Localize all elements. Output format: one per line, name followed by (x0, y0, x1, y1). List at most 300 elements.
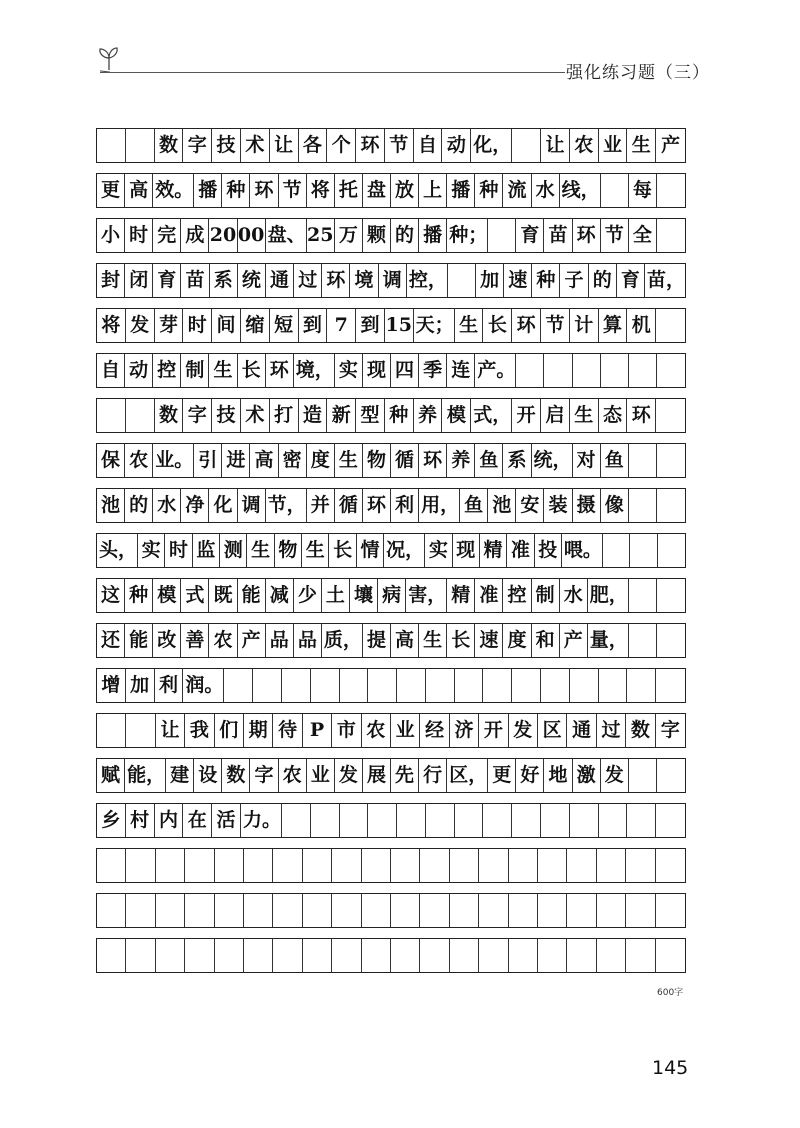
grid-row (96, 488, 686, 523)
page-number: 145 (652, 1057, 689, 1079)
grid-cell: 计 (570, 309, 599, 342)
grid-cell: 设 (194, 759, 222, 792)
grid-cell: 制 (532, 579, 560, 612)
grid-cell: 发 (509, 714, 538, 747)
grid-cell: 控， (407, 264, 448, 297)
grid-cell (657, 579, 685, 612)
grid-cell (573, 354, 601, 387)
grid-cell: 生 (335, 444, 363, 477)
grid-cell (156, 894, 185, 927)
grid-cell (391, 849, 420, 882)
grid-cell (657, 489, 685, 522)
grid-cell: 农 (279, 759, 307, 792)
grid-cell: 播 (447, 174, 475, 207)
grid-row (96, 218, 686, 253)
grid-cell: 农 (570, 129, 599, 162)
grid-cell (509, 849, 538, 882)
grid-cell (126, 129, 155, 162)
grid-cell: 上 (419, 174, 447, 207)
grid-cell: 生 (247, 534, 274, 567)
grid-cell: 境， (294, 354, 335, 387)
grid-cell: 术 (241, 399, 270, 432)
grid-cell: 种； (447, 219, 488, 252)
composition-grid (96, 128, 686, 983)
grid-cell: 安 (516, 489, 544, 522)
grid-cell: 们 (215, 714, 244, 747)
grid-cell: 通 (266, 264, 294, 297)
grid-cell: 循 (335, 489, 363, 522)
grid-cell: 控 (153, 354, 181, 387)
grid-cell (656, 309, 685, 342)
grid-cell (658, 534, 685, 567)
grid-cell: 动 (442, 129, 471, 162)
grid-cell: 育 (153, 264, 181, 297)
grid-cell (567, 849, 596, 882)
grid-cell (97, 894, 126, 927)
grid-cell (156, 939, 185, 972)
grid-row (96, 308, 686, 343)
grid-cell: 发 (601, 759, 629, 792)
grid-cell: 节 (541, 309, 570, 342)
grid-cell (126, 399, 155, 432)
grid-cell (97, 129, 126, 162)
grid-cell: 速 (475, 624, 503, 657)
grid-cell: 品 (294, 624, 322, 657)
header-rule (100, 72, 555, 73)
grid-cell: 盘 (363, 174, 391, 207)
grid-cell (185, 849, 214, 882)
grid-cell: 术 (241, 129, 270, 162)
grid-cell: 还 (97, 624, 125, 657)
grid-cell: 型 (356, 399, 385, 432)
grid-cell: 四 (391, 354, 419, 387)
grid-cell: 闭 (125, 264, 153, 297)
grid-row (96, 713, 686, 748)
grid-cell (629, 759, 657, 792)
grid-cell: 连 (447, 354, 475, 387)
grid-cell: 内 (155, 804, 184, 837)
grid-cell: 农 (362, 714, 391, 747)
grid-cell: 地 (544, 759, 572, 792)
grid-cell: 环 (573, 219, 601, 252)
grid-cell: 万 (335, 219, 363, 252)
grid-cell (126, 849, 155, 882)
grid-cell (657, 624, 685, 657)
grid-cell (567, 894, 596, 927)
grid-cell: 润。 (183, 669, 224, 702)
grid-cell (303, 939, 332, 972)
grid-cell: 生 (570, 399, 599, 432)
grid-cell: 系 (210, 264, 238, 297)
grid-cell: 生 (419, 624, 447, 657)
grid-cell: 环 (322, 264, 350, 297)
grid-cell: 肥， (588, 579, 629, 612)
page-header-title: 强化练习题（三） (566, 63, 710, 83)
grid-cell (627, 669, 656, 702)
grid-cell: 少 (294, 579, 322, 612)
grid-cell (656, 894, 685, 927)
grid-cell: 启 (541, 399, 570, 432)
grid-cell (368, 804, 397, 837)
grid-cell (426, 804, 455, 837)
grid-cell: 时 (165, 534, 192, 567)
grid-cell: 过 (294, 264, 322, 297)
grid-cell: 能， (125, 759, 166, 792)
grid-cell: 精 (447, 579, 475, 612)
grid-cell: 新 (327, 399, 356, 432)
grid-cell: 种 (475, 174, 503, 207)
grid-cell: 数 (222, 759, 250, 792)
grid-cell (362, 939, 391, 972)
grid-cell: 长 (447, 624, 475, 657)
grid-cell (509, 939, 538, 972)
grid-cell (656, 669, 685, 702)
grid-cell: 对 (573, 444, 601, 477)
grid-cell: 生 (627, 129, 656, 162)
grid-cell (629, 579, 657, 612)
grid-cell: 数 (155, 399, 184, 432)
grid-cell (479, 849, 508, 882)
grid-cell: 能 (125, 624, 153, 657)
grid-cell: 生 (302, 534, 329, 567)
grid-cell (303, 849, 332, 882)
grid-cell: 物 (363, 444, 391, 477)
grid-cell (570, 804, 599, 837)
grid-cell: 打 (270, 399, 299, 432)
grid-cell: 开 (512, 399, 541, 432)
grid-cell: 造 (299, 399, 328, 432)
grid-cell: 生 (455, 309, 484, 342)
grid-cell: 环 (512, 309, 541, 342)
grid-cell: 实 (425, 534, 452, 567)
grid-cell: 引 (194, 444, 222, 477)
grid-cell: 像 (601, 489, 629, 522)
grid-cell: 速 (504, 264, 532, 297)
grid-cell: 7 (327, 309, 356, 342)
grid-cell: 种 (125, 579, 153, 612)
grid-cell: 长 (238, 354, 266, 387)
grid-cell (332, 939, 361, 972)
grid-cell (244, 849, 273, 882)
grid-cell: 并 (307, 489, 335, 522)
grid-cell: 水 (532, 174, 560, 207)
grid-cell: 机 (627, 309, 656, 342)
grid-cell: 流 (503, 174, 531, 207)
grid-cell: 水 (560, 579, 588, 612)
grid-cell: 盘、 (266, 219, 307, 252)
grid-cell (483, 804, 512, 837)
grid-cell: 节 (385, 129, 414, 162)
grid-cell (391, 894, 420, 927)
grid-cell (311, 804, 340, 837)
grid-cell (630, 534, 657, 567)
grid-cell: 15 (385, 309, 414, 342)
grid-row (96, 578, 686, 613)
grid-cell: 在 (183, 804, 212, 837)
grid-cell: 更 (97, 174, 125, 207)
grid-cell: 测 (220, 534, 247, 567)
grid-cell: 时 (183, 309, 212, 342)
grid-cell (629, 354, 657, 387)
grid-cell: 品 (266, 624, 294, 657)
grid-cell (420, 894, 449, 927)
grid-cell: 天； (414, 309, 455, 342)
grid-cell (253, 669, 282, 702)
grid-cell (567, 939, 596, 972)
grid-cell: 时 (125, 219, 153, 252)
grid-cell (97, 714, 126, 747)
grid-cell: 鱼 (460, 489, 488, 522)
grid-cell (626, 894, 655, 927)
grid-cell (597, 939, 626, 972)
grid-row (96, 533, 686, 568)
grid-cell: 短 (270, 309, 299, 342)
grid-cell: 喂。 (562, 534, 603, 567)
grid-cell (629, 444, 657, 477)
grid-cell (627, 804, 656, 837)
grid-cell (391, 939, 420, 972)
grid-cell (97, 399, 126, 432)
grid-cell (538, 849, 567, 882)
grid-cell: 线， (560, 174, 601, 207)
grid-cell: 长 (329, 534, 356, 567)
grid-cell (488, 219, 516, 252)
grid-cell (538, 894, 567, 927)
grid-cell (215, 939, 244, 972)
grid-cell: 摄 (573, 489, 601, 522)
grid-cell: 精 (480, 534, 507, 567)
grid-cell: 改 (153, 624, 181, 657)
grid-cell: 调 (238, 489, 266, 522)
grid-cell: 种 (385, 399, 414, 432)
grid-cell: 统， (532, 444, 573, 477)
grid-cell: 行 (419, 759, 447, 792)
grid-cell: 00 (238, 219, 266, 252)
grid-cell: 小 (97, 219, 125, 252)
grid-cell: 利 (391, 489, 419, 522)
grid-cell: 好 (516, 759, 544, 792)
grid-cell: 态 (599, 399, 628, 432)
grid-cell (332, 849, 361, 882)
grid-cell: 这 (97, 579, 125, 612)
grid-cell: 间 (212, 309, 241, 342)
grid-cell: 和 (532, 624, 560, 657)
grid-cell (420, 849, 449, 882)
grid-cell (420, 939, 449, 972)
grid-cell: 字 (660, 719, 680, 741)
grid-cell (541, 669, 570, 702)
grid-cell (273, 894, 302, 927)
grid-cell (273, 939, 302, 972)
grid-cell: 环 (419, 444, 447, 477)
grid-cell: 病 (378, 579, 406, 612)
grid-cell: 自 (97, 354, 125, 387)
grid-row (96, 668, 686, 703)
grid-cell: 实 (335, 354, 363, 387)
grid-cell: 害， (406, 579, 447, 612)
grid-cell: 激 (573, 759, 601, 792)
grid-cell (656, 804, 685, 837)
grid-cell (273, 849, 302, 882)
grid-cell (538, 939, 567, 972)
grid-cell (657, 219, 685, 252)
grid-cell (340, 804, 369, 837)
grid-row (96, 173, 686, 208)
grid-cell: 既 (209, 579, 237, 612)
grid-cell: 期 (244, 714, 273, 747)
grid-cell: 播 (419, 219, 447, 252)
grid-cell: 通 (567, 714, 596, 747)
grid-cell: 利 (155, 669, 184, 702)
grid-row (96, 758, 686, 793)
grid-cell: 业 (599, 129, 628, 162)
grid-cell: 将 (97, 309, 126, 342)
grid-cell (368, 669, 397, 702)
grid-cell: 赋 (97, 759, 125, 792)
grid-cell (479, 939, 508, 972)
grid-cell (599, 669, 628, 702)
grid-cell: 产 (238, 624, 266, 657)
grid-cell: 准 (507, 534, 534, 567)
grid-cell: 字 (183, 399, 212, 432)
grid-cell: 高 (125, 174, 153, 207)
grid-cell: 净 (181, 489, 209, 522)
grid-cell: 苗， (646, 269, 685, 291)
grid-cell (601, 174, 629, 207)
grid-cell: 村 (126, 804, 155, 837)
grid-cell (224, 669, 253, 702)
grid-row (96, 803, 686, 838)
grid-cell: 数 (626, 714, 655, 747)
grid-cell (448, 264, 476, 297)
grid-cell: 力。 (241, 804, 282, 837)
word-count-marker: 600字 (657, 988, 684, 998)
grid-cell: 模 (153, 579, 181, 612)
grid-cell: 长 (483, 309, 512, 342)
grid-cell: 字 (250, 759, 278, 792)
grid-cell (479, 894, 508, 927)
grid-cell (509, 894, 538, 927)
grid-cell: 情 (357, 534, 384, 567)
grid-cell (97, 939, 126, 972)
grid-cell: 增 (97, 669, 126, 702)
grid-cell (626, 849, 655, 882)
grid-cell: 装 (544, 489, 572, 522)
grid-cell: 加 (126, 669, 155, 702)
grid-cell: 各 (299, 129, 328, 162)
grid-cell: 活 (212, 804, 241, 837)
grid-cell: 保 (97, 444, 125, 477)
grid-cell (544, 354, 572, 387)
grid-cell: 苗 (181, 264, 209, 297)
grid-cell (97, 849, 126, 882)
grid-cell (570, 669, 599, 702)
grid-cell: 开 (479, 714, 508, 747)
grid-cell: 育 (617, 264, 645, 297)
grid-cell: 量， (588, 624, 629, 657)
grid-cell: 节 (279, 174, 307, 207)
grid-cell: 让 (156, 714, 185, 747)
grid-cell: 加 (476, 264, 504, 297)
grid-row (96, 938, 686, 973)
grid-cell: 每 (629, 174, 657, 207)
grid-cell: 节 (601, 219, 629, 252)
grid-cell: 高 (250, 444, 278, 477)
grid-cell: 效。 (153, 174, 194, 207)
grid-cell: 个 (327, 129, 356, 162)
grid-cell: 物 (275, 534, 302, 567)
grid-cell: 质， (322, 624, 363, 657)
grid-cell (215, 894, 244, 927)
grid-cell: 先 (391, 759, 419, 792)
grid-cell (311, 669, 340, 702)
grid-cell: 苗 (544, 219, 572, 252)
grid-cell: 子 (560, 264, 588, 297)
grid-cell (340, 669, 369, 702)
grid-cell: 高 (391, 624, 419, 657)
grid-cell: 养 (447, 444, 475, 477)
grid-cell: 度 (503, 624, 531, 657)
grid-cell: 式， (471, 399, 512, 432)
grid-cell: 环 (266, 354, 294, 387)
grid-cell: 鱼 (601, 444, 629, 477)
grid-cell: 济 (450, 714, 479, 747)
grid-cell: 种 (222, 174, 250, 207)
grid-cell (332, 894, 361, 927)
grid-cell (450, 939, 479, 972)
grid-cell: 待 (273, 714, 302, 747)
grid-cell: 节， (266, 489, 307, 522)
grid-cell (626, 939, 655, 972)
grid-row (96, 848, 686, 883)
grid-cell (244, 939, 273, 972)
grid-cell: 进 (222, 444, 250, 477)
grid-cell (629, 624, 657, 657)
grid-cell: P (303, 714, 332, 747)
grid-cell (629, 489, 657, 522)
grid-cell (541, 804, 570, 837)
grid-cell (656, 399, 685, 432)
grid-cell: 调 (379, 264, 407, 297)
grid-cell (450, 894, 479, 927)
grid-cell: 用， (419, 489, 460, 522)
grid-cell: 到 (299, 309, 328, 342)
grid-cell: 循 (391, 444, 419, 477)
grid-cell: 系 (503, 444, 531, 477)
grid-cell: 放 (391, 174, 419, 207)
grid-cell (126, 894, 155, 927)
grid-cell (483, 669, 512, 702)
grid-cell (215, 849, 244, 882)
grid-cell: 提 (363, 624, 391, 657)
grid-cell (185, 894, 214, 927)
grid-cell (185, 939, 214, 972)
grid-cell (512, 129, 541, 162)
grid-row (96, 443, 686, 478)
grid-cell (397, 669, 426, 702)
grid-cell (512, 669, 541, 702)
grid-cell (657, 354, 685, 387)
grid-cell (455, 804, 484, 837)
grid-cell (282, 669, 311, 702)
grid-cell (450, 849, 479, 882)
grid-cell: 算 (599, 309, 628, 342)
grid-cell: 密 (279, 444, 307, 477)
grid-cell: 善 (181, 624, 209, 657)
grid-cell: 的 (125, 489, 153, 522)
grid-cell: 育 (516, 219, 544, 252)
grid-cell: 播 (194, 174, 222, 207)
